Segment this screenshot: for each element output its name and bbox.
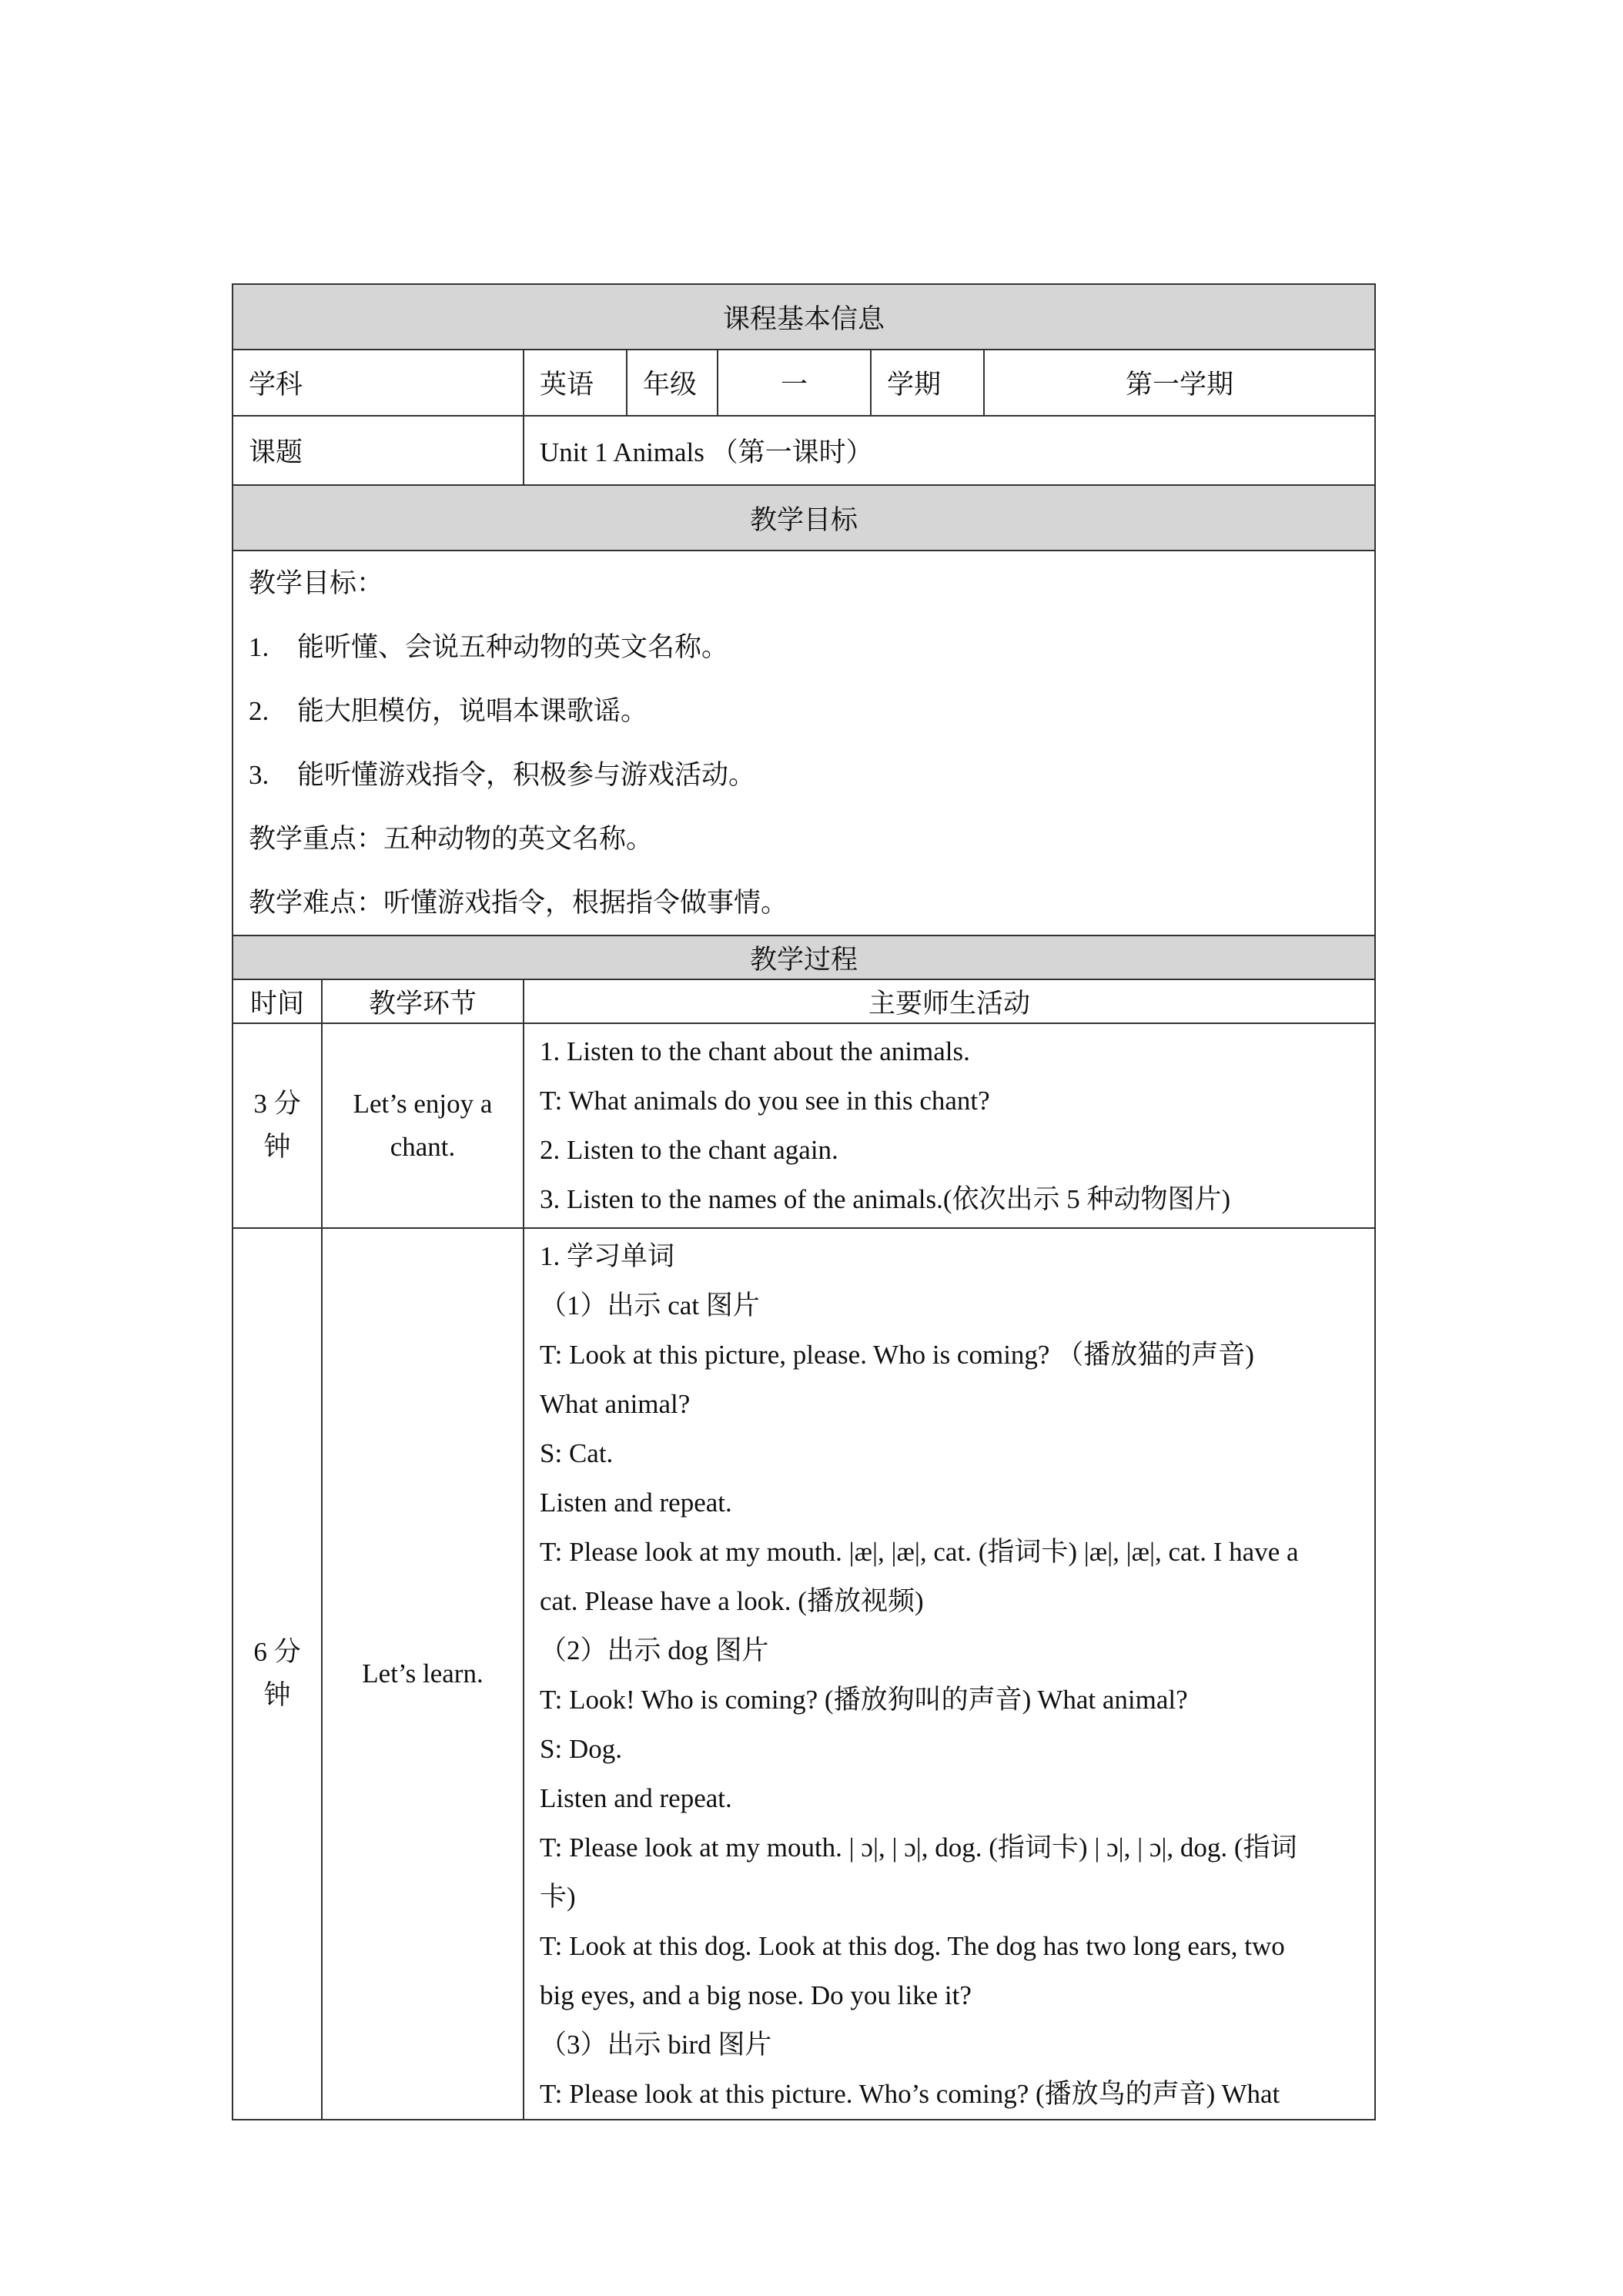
stage-name: Let’s learn. (362, 1658, 484, 1689)
objective-item (249, 615, 1359, 679)
grade-label: 年级 (627, 350, 718, 416)
time-cell (233, 1023, 322, 1228)
activity-cell (524, 1023, 1375, 1228)
activity-line: T: Look at this dog. Look at this dog. The dog has two long ears, two (540, 1931, 1285, 1961)
col-header-stage: 教学环节 (322, 979, 524, 1023)
activity-line: big eyes, and a big nose. Do you like it? (540, 1980, 972, 2010)
activity-line: cat. Please have a look. (播放视频) (540, 1586, 924, 1616)
objective-text: 能大胆模仿，说唱本课歌谣。 (297, 696, 648, 726)
time-value: 3 分 (253, 1089, 301, 1119)
process-row-learn (233, 1228, 1375, 2120)
time-value: 6 分 (253, 1637, 301, 1667)
term-label: 学期 (871, 350, 984, 416)
stage-cell (322, 1023, 524, 1228)
objective-text: 能听懂游戏指令，积极参与游戏活动。 (297, 760, 756, 790)
activity-line: Listen and repeat. (540, 1783, 732, 1813)
activity-line: 1. 学习单词 (540, 1241, 675, 1271)
activity-line: T: Please look at this picture. Who’s coming? (播放鸟的声音) What (540, 2079, 1280, 2109)
objectives-header-row (233, 485, 1375, 551)
basic-info-row (233, 350, 1375, 416)
objectives-cell (233, 551, 1375, 935)
activity-line: （2）出示 dog 图片 (540, 1635, 769, 1665)
difficult-point: 教学难点：听懂游戏指令，根据指令做事情。 (249, 888, 788, 918)
activity-line: Listen and repeat. (540, 1488, 732, 1518)
activity-line: S: Cat. (540, 1438, 614, 1468)
basic-info-header: 课程基本信息 (233, 284, 1375, 350)
time-unit: 钟 (263, 1680, 291, 1710)
activity-line: 卡) (540, 1882, 576, 1912)
process-header: 教学过程 (233, 935, 1375, 979)
activity-line: （3）出示 bird 图片 (540, 2030, 772, 2060)
objective-item (249, 679, 1359, 743)
stage-cell (322, 1228, 524, 2120)
lesson-plan-table (232, 283, 1376, 2120)
subject-label: 学科 (233, 350, 524, 416)
objectives-row (233, 551, 1375, 935)
objectives-intro: 教学目标： (249, 568, 384, 598)
activity-line: T: Please look at my mouth. |æ|, |æ|, cat. (指词卡) |æ|, |æ|, cat. I have a (540, 1537, 1299, 1567)
activity-line: 3. Listen to the names of the animals.(依次出示 5 种动物图片) (540, 1184, 1231, 1214)
activity-line: （1）出示 cat 图片 (540, 1290, 760, 1320)
col-header-activity: 主要师生活动 (524, 979, 1375, 1023)
process-header-row (233, 935, 1375, 979)
activity-line: T: What animals do you see in this chant? (540, 1086, 990, 1116)
objective-number: 3. (249, 760, 269, 790)
objectives-header: 教学目标 (233, 485, 1375, 551)
time-unit: 钟 (263, 1132, 291, 1162)
grade-value: 一 (718, 350, 871, 416)
topic-row (233, 416, 1375, 485)
time-cell (233, 1228, 322, 2120)
stage-name: Let’s enjoy a (353, 1089, 493, 1119)
activity-line: What animal? (540, 1389, 691, 1419)
objective-text: 能听懂、会说五种动物的英文名称。 (297, 632, 729, 662)
activity-cell (524, 1228, 1375, 2120)
topic-label: 课题 (233, 416, 524, 485)
activity-line: 2. Listen to the chant again. (540, 1135, 838, 1165)
basic-info-header-row (233, 284, 1375, 350)
col-header-time: 时间 (233, 979, 322, 1023)
subject-value: 英语 (524, 350, 627, 416)
activity-line: T: Look! Who is coming? (播放狗叫的声音) What animal? (540, 1685, 1188, 1715)
objective-item (249, 743, 1359, 807)
key-point: 教学重点：五种动物的英文名称。 (249, 824, 654, 854)
activity-line: 1. Listen to the chant about the animals. (540, 1036, 970, 1066)
objective-number: 1. (249, 632, 269, 662)
activity-line: T: Please look at my mouth. | ɔ|, | ɔ|, dog. (指词卡) | ɔ|, | ɔ|, dog. (指词 (540, 1832, 1297, 1863)
term-value: 第一学期 (984, 350, 1375, 416)
topic-value: Unit 1 Animals （第一课时） (524, 416, 1375, 485)
stage-name-cont: chant. (390, 1132, 456, 1162)
process-column-headers (233, 979, 1375, 1023)
objective-number: 2. (249, 696, 269, 726)
activity-line: S: Dog. (540, 1734, 622, 1764)
activity-line: T: Look at this picture, please. Who is coming? （播放猫的声音) (540, 1340, 1254, 1370)
process-row-chant (233, 1023, 1375, 1228)
